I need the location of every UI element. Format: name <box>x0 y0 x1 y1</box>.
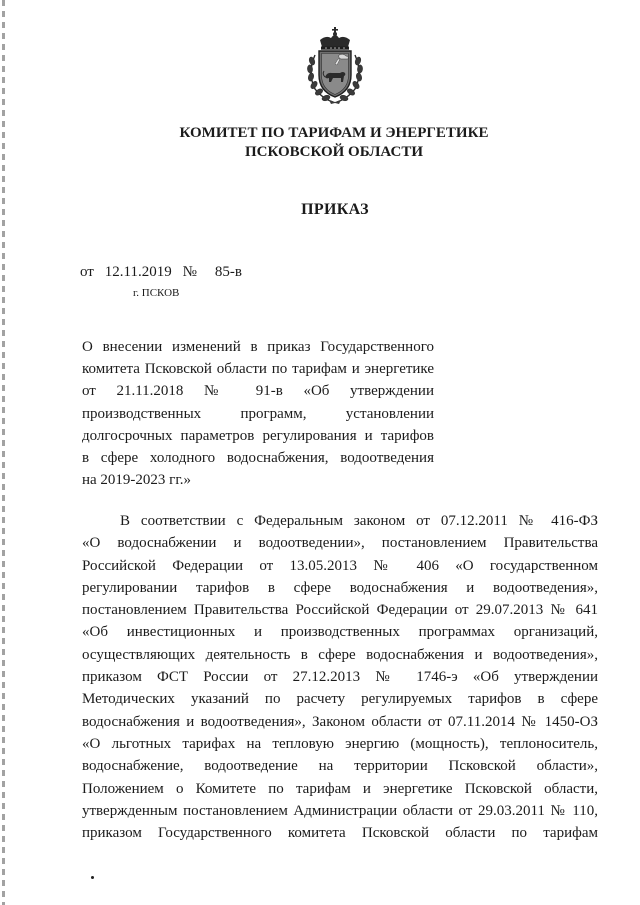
body-line: утвержденным постановлением Администрации области от 29.03.2011 № 110, <box>82 802 598 819</box>
subject-line: от 21.11.2018 № 91-в «Об утверждении <box>82 383 434 400</box>
document-type: ПРИКАЗ <box>301 201 369 218</box>
date-and-number: от 12.11.2019 № 85-в <box>80 264 242 280</box>
subject-line: комитета Псковской области по тарифам и энергетике <box>82 361 434 378</box>
body-line: постановлением Правительства Российской Федерации от 29.07.2013 № 641 <box>82 602 598 619</box>
body-line: «Об инвестиционных и производственных программах организаций, <box>82 624 598 641</box>
org-name-line-2: ПСКОВСКОЙ ОБЛАСТИ <box>244 144 424 160</box>
body-line: В соответствии с Федеральным законом от 07.12.2011 № 416-ФЗ <box>120 513 598 529</box>
scan-speck <box>91 876 94 879</box>
body-paragraph <box>82 510 598 844</box>
subject-block <box>82 336 434 491</box>
body-line: приказом Государственного комитета Псковской области по тарифам <box>82 825 598 842</box>
body-line: осуществляющих деятельность в сфере водоснабжения и водоотведения», <box>82 646 598 663</box>
body-line: регулировании тарифов в сфере водоснабжения и водоотведения», <box>82 579 598 596</box>
body-line: водоснабжения и водоотведения», Законом области от 07.11.2014 № 1450-ОЗ <box>82 713 598 730</box>
subject-line: в сфере холодного водоснабжения, водоотведения <box>82 450 434 467</box>
body-line: Положением о Комитете по тарифам и энергетике Псковской области, <box>82 780 598 797</box>
org-name-line-1: КОМИТЕТ ПО ТАРИФАМ И ЭНЕРГЕТИКЕ <box>179 125 489 141</box>
body-line: водоснабжение, водоотведение на территории Псковской области», <box>82 758 598 775</box>
body-line: Российской Федерации от 13.05.2013 № 406 «О государственном <box>82 557 598 574</box>
subject-line: на 2019-2023 гг.» <box>82 472 192 489</box>
subject-line: долгосрочных параметров регулирования и тарифов <box>82 427 434 444</box>
org-name <box>134 124 534 162</box>
body-line: «О льготных тарифах на тепловую энергию (мощность), теплоноситель, <box>82 735 598 752</box>
scan-edge <box>2 0 5 905</box>
subject-line: О внесении изменений в приказ Государственного <box>82 339 434 355</box>
body-line: «О водоснабжении и водоотведении», постановлением Правительства <box>82 535 598 552</box>
city: г. ПСКОВ <box>133 287 180 299</box>
body-line: Методических указаний по расчету регулируемых тарифов в сфере <box>82 691 598 708</box>
subject-line: производственных программ, установлении <box>82 405 434 422</box>
body-line: приказом ФСТ России от 27.12.2013 № 1746-э «Об утверждении <box>82 669 598 686</box>
coat-of-arms-icon <box>299 27 371 105</box>
